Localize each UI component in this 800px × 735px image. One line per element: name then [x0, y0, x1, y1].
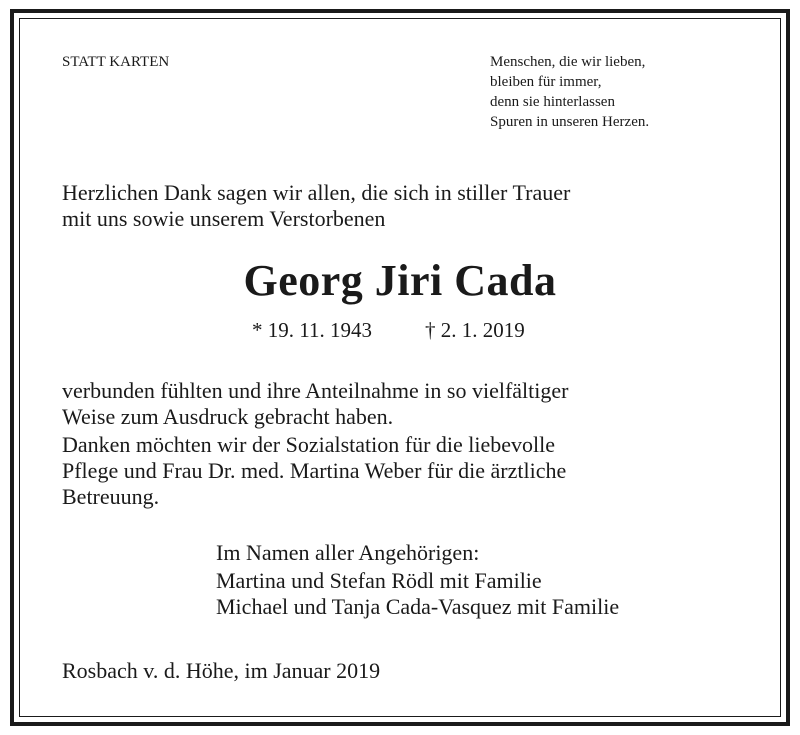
- quote-line: Spuren in unseren Herzen.: [490, 114, 650, 130]
- intro-line: Herzlichen Dank sagen wir allen, die sich in stiller Trauer: [62, 180, 571, 205]
- body-line: Betreuung.: [62, 484, 160, 509]
- body-line: Pflege und Frau Dr. med. Martina Weber für die ärztliche: [62, 458, 567, 483]
- statt-karten-label: STATT KARTEN: [62, 54, 170, 70]
- signature-line: Michael und Tanja Cada-Vasquez mit Familie: [216, 594, 620, 619]
- birth-date: * 19. 11. 1943: [252, 318, 372, 342]
- death-date: † 2. 1. 2019: [425, 318, 525, 342]
- body-line: verbunden fühlten und ihre Anteilnahme in so vielfältiger: [62, 378, 569, 403]
- deceased-name: Georg Jiri Cada: [243, 256, 557, 305]
- body-line: Weise zum Ausdruck gebracht haben.: [62, 404, 394, 429]
- quote-line: denn sie hinterlassen: [490, 94, 615, 110]
- signature-line: Martina und Stefan Rödl mit Familie: [216, 568, 542, 593]
- quote-line: Menschen, die wir lieben,: [490, 54, 646, 70]
- body-line: Danken möchten wir der Sozialstation für die liebevolle: [62, 432, 556, 457]
- intro-line: mit uns sowie unserem Verstorbenen: [62, 206, 386, 231]
- quote-line: bleiben für immer,: [490, 74, 602, 90]
- signature-line: Im Namen aller Angehörigen:: [216, 540, 480, 565]
- place-date-line: Rosbach v. d. Höhe, im Januar 2019: [62, 658, 381, 683]
